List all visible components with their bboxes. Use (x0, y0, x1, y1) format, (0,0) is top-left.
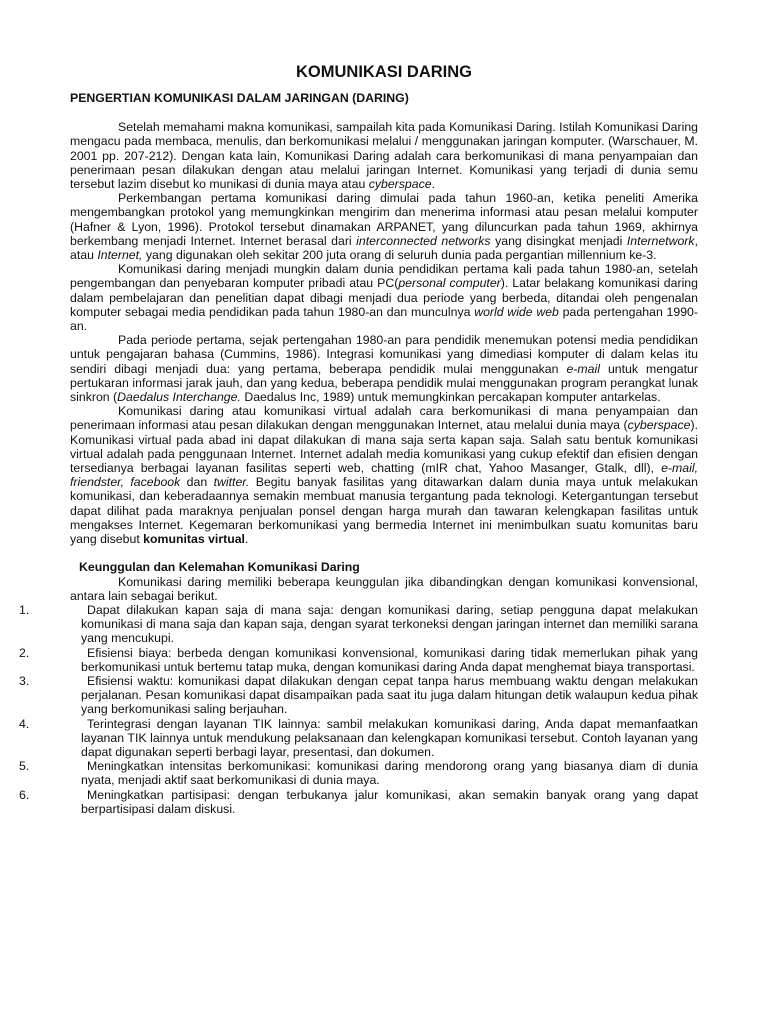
list-item (19, 716, 698, 760)
list-item-text: Meningkatkan partisipasi: dengan terbukanya jalur komunikasi, akan semakin banyak orang yang dapat berpartisipasi dalam diskusi. (81, 787, 698, 816)
italic-text: Internetwork (626, 233, 695, 248)
text-run: Pada periode pertama, sejak pertengahan 1980-an para pendidik menemukan potensi media pendidikan untuk pengajaran bahasa (Cummins, 1986). Integrasi komunikasi yang dimediasi komputer di dalam kelas itu sendiri dibagi menjadi dua: yang pertama, beberapa pendidik mulai menggunakan (70, 333, 698, 376)
advantages-list (19, 602, 698, 816)
body-paragraph (70, 120, 698, 191)
list-item-number: 2. (19, 645, 30, 660)
body-paragraph (70, 262, 698, 333)
list-item-number: 1. (19, 602, 30, 617)
text-run: Begitu banyak fasilitas yang ditawarkan dalam dunia maya untuk melakukan komunikasi, dan keberadaannya semakin membuat manusia tergantung pada teknologi. Ketergantungan tersebut dapat dilihat pada maraknya penjualan ponsel dengan harga murah dan tawaran kelengkapan fasilitas untuk mengakses Internet. Kegemaran berkomunikasi yang bermedia Internet ini menimbulkan suatu komunitas baru yang disebut (70, 475, 698, 547)
italic-text: cyberspace (627, 418, 691, 433)
list-item-number: 5. (19, 759, 30, 774)
list-item (19, 673, 698, 717)
text-run: untuk mengatur pertukaran informasi jarak jauh, dan yang kedua, beberapa pendidik mulai menggunakan program perangkat lunak sinkron ( (70, 361, 698, 405)
text-run: Komunikasi daring menjadi mungkin dalam dunia pendidikan pertama kali pada tahun 1980-an, setelah pengembangan dan penyebaran komputer pribadi atau PC( (70, 262, 698, 291)
body-paragraph (70, 191, 698, 262)
advantages-intro: Komunikasi daring memiliki beberapa keunggulan jika dibandingkan dengan komunikasi konvensional, antara lain sebagai berikut. (70, 574, 698, 603)
list-item-number: 4. (19, 716, 30, 731)
text-run: , atau (70, 233, 698, 263)
italic-text: twitter. (213, 475, 250, 490)
document-title: KOMUNIKASI DARING (296, 63, 472, 81)
section-subtitle: PENGERTIAN KOMUNIKASI DALAM JARINGAN (DARING) (70, 91, 409, 105)
text-run: Komunikasi daring atau komunikasi virtual adalah cara berkomunikasi di mana penyampaian dan penerimaan informasi atau pesan dilakukan dengan menggunakan Internet, atau melalui dunia maya ( (70, 404, 698, 433)
list-item-number: 3. (19, 673, 30, 688)
list-item (19, 602, 698, 646)
body-paragraph (70, 404, 698, 546)
bold-text: komunitas virtual (143, 532, 245, 547)
text-run: Perkembangan pertama komunikasi daring dimulai pada tahun 1960-an, ketika peneliti Amerika mengembangkan protokol yang memungkinkan mengirim dan menerima informasi atau pesan melalui komputer (Hafner & Lyon, 1996). Protokol tersebut dinamakan ARPANET, yang diluncurkan pada tahun 1969, akhirnya berkembang menjadi Internet. Internet berasal dari (70, 191, 698, 248)
text-run: ). Latar belakang komunikasi daring dalam pembelajaran dan penelitian dapat dibagi menjadi dua periode yang berbeda, ditandai oleh pengenalan komputer sebagai media pendidikan pada tahun 1980-an dan munculnya (70, 276, 698, 319)
advantages-heading: Keunggulan dan Kelemahan Komunikasi Daring (79, 560, 360, 575)
list-item-text: Meningkatkan intensitas berkomunikasi: komunikasi daring mendorong orang yang biasanya diam di dunia nyata, menjadi aktif saat berkomunikasi di dunia maya. (81, 759, 698, 788)
italic-text: interconnected networks (356, 233, 491, 248)
body-paragraphs (70, 120, 698, 546)
italic-text: e-mail (566, 361, 600, 376)
italic-text: cyberspace (368, 177, 432, 192)
text-run: yang disingkat menjadi (490, 233, 627, 248)
text-run: . (431, 177, 436, 192)
text-run: . (244, 532, 249, 547)
text-run: Daedalus Inc, 1989) untuk memungkinkan percakapan komputer antarkelas. (240, 390, 661, 405)
list-item-text: Efisiensi biaya: berbeda dengan komunikasi konvensional, komunikasi daring tidak memerlukan pihak yang berkomunikasi untuk bertemu tatap muka, dengan komunikasi daring Anda dapat menghemat biaya transportasi. (81, 645, 698, 674)
body-paragraph (70, 333, 698, 404)
text-run: yang digunakan oleh sekitar 200 juta orang di seluruh dunia pada pergantian millennium ke-3. (142, 248, 657, 263)
list-item-text: Terintegrasi dengan layanan TIK lainnya: sambil melakukan komunikasi daring, Anda dapat memanfaatkan layanan TIK lainnya untuk mendukung pelaksanaan dan kelengkapan komunikasi tersebut. Contoh layanan yang dapat digunakan seperti berbagi layar, presentasi, dan dokumen. (81, 716, 698, 759)
list-item-text: Efisiensi waktu: komunikasi dapat dilakukan dengan cepat tanpa harus membuang waktu dengan melakukan perjalanan. Pesan komunikasi dapat disampaikan pada saat itu juga dalam hitungan detik walaupun kedua pihak yang berkomunikasi saling berjauhan. (81, 673, 698, 717)
italic-text: e-mail, friendster, facebook (70, 461, 698, 490)
list-item (19, 787, 698, 816)
list-item-number: 6. (19, 787, 30, 802)
italic-text: world wide web (474, 304, 559, 319)
text-run: Setelah memahami makna komunikasi, sampailah kita pada Komunikasi Daring. Istilah Komunikasi Daring mengacu pada membaca, menulis, dan berkomunikasi melalui / menggunakan jaringan komputer. (Warschauer, M. 2001 pp. 207-212). Dengan kata lain, Komunikasi Daring adalah cara berkomunikasi di mana penyampaian dan penerimaan pesan dilakukan dengan atau melalui jaringan Internet. Komunikasi yang terjadi di dunia semu tersebut lazim disebut ko munikasi di dunia maya atau (70, 120, 698, 192)
italic-text: Daedalus Interchange. (117, 390, 241, 405)
italic-text: personal computer (398, 276, 501, 291)
italic-text: Internet, (97, 248, 143, 263)
list-item (19, 645, 698, 674)
text-run: ). Komunikasi virtual pada abad ini dapat dilakukan di mana saja serta kapan saja. Salah satu bentuk komunikasi virtual adalah pada penggunaan Internet. Internet adalah media komunikasi yang cukup efektif dan efisien dengan tersedianya berbagai layanan fasilitas seperti web, chatting (mIR chat, Yahoo Masanger, Gtalk, dll), (70, 418, 698, 476)
list-item (19, 759, 698, 788)
text-run: dan (180, 475, 214, 490)
list-item-text: Dapat dilakukan kapan saja di mana saja: dengan komunikasi daring, setiap pengguna dapat melakukan komunikasi di mana saja dan kapan saja, dengan syarat terkoneksi dengan jaringan internet dan memiliki sarana yang mencukupi. (81, 602, 698, 646)
text-run: pada pertengahan 1990-an. (70, 304, 698, 334)
